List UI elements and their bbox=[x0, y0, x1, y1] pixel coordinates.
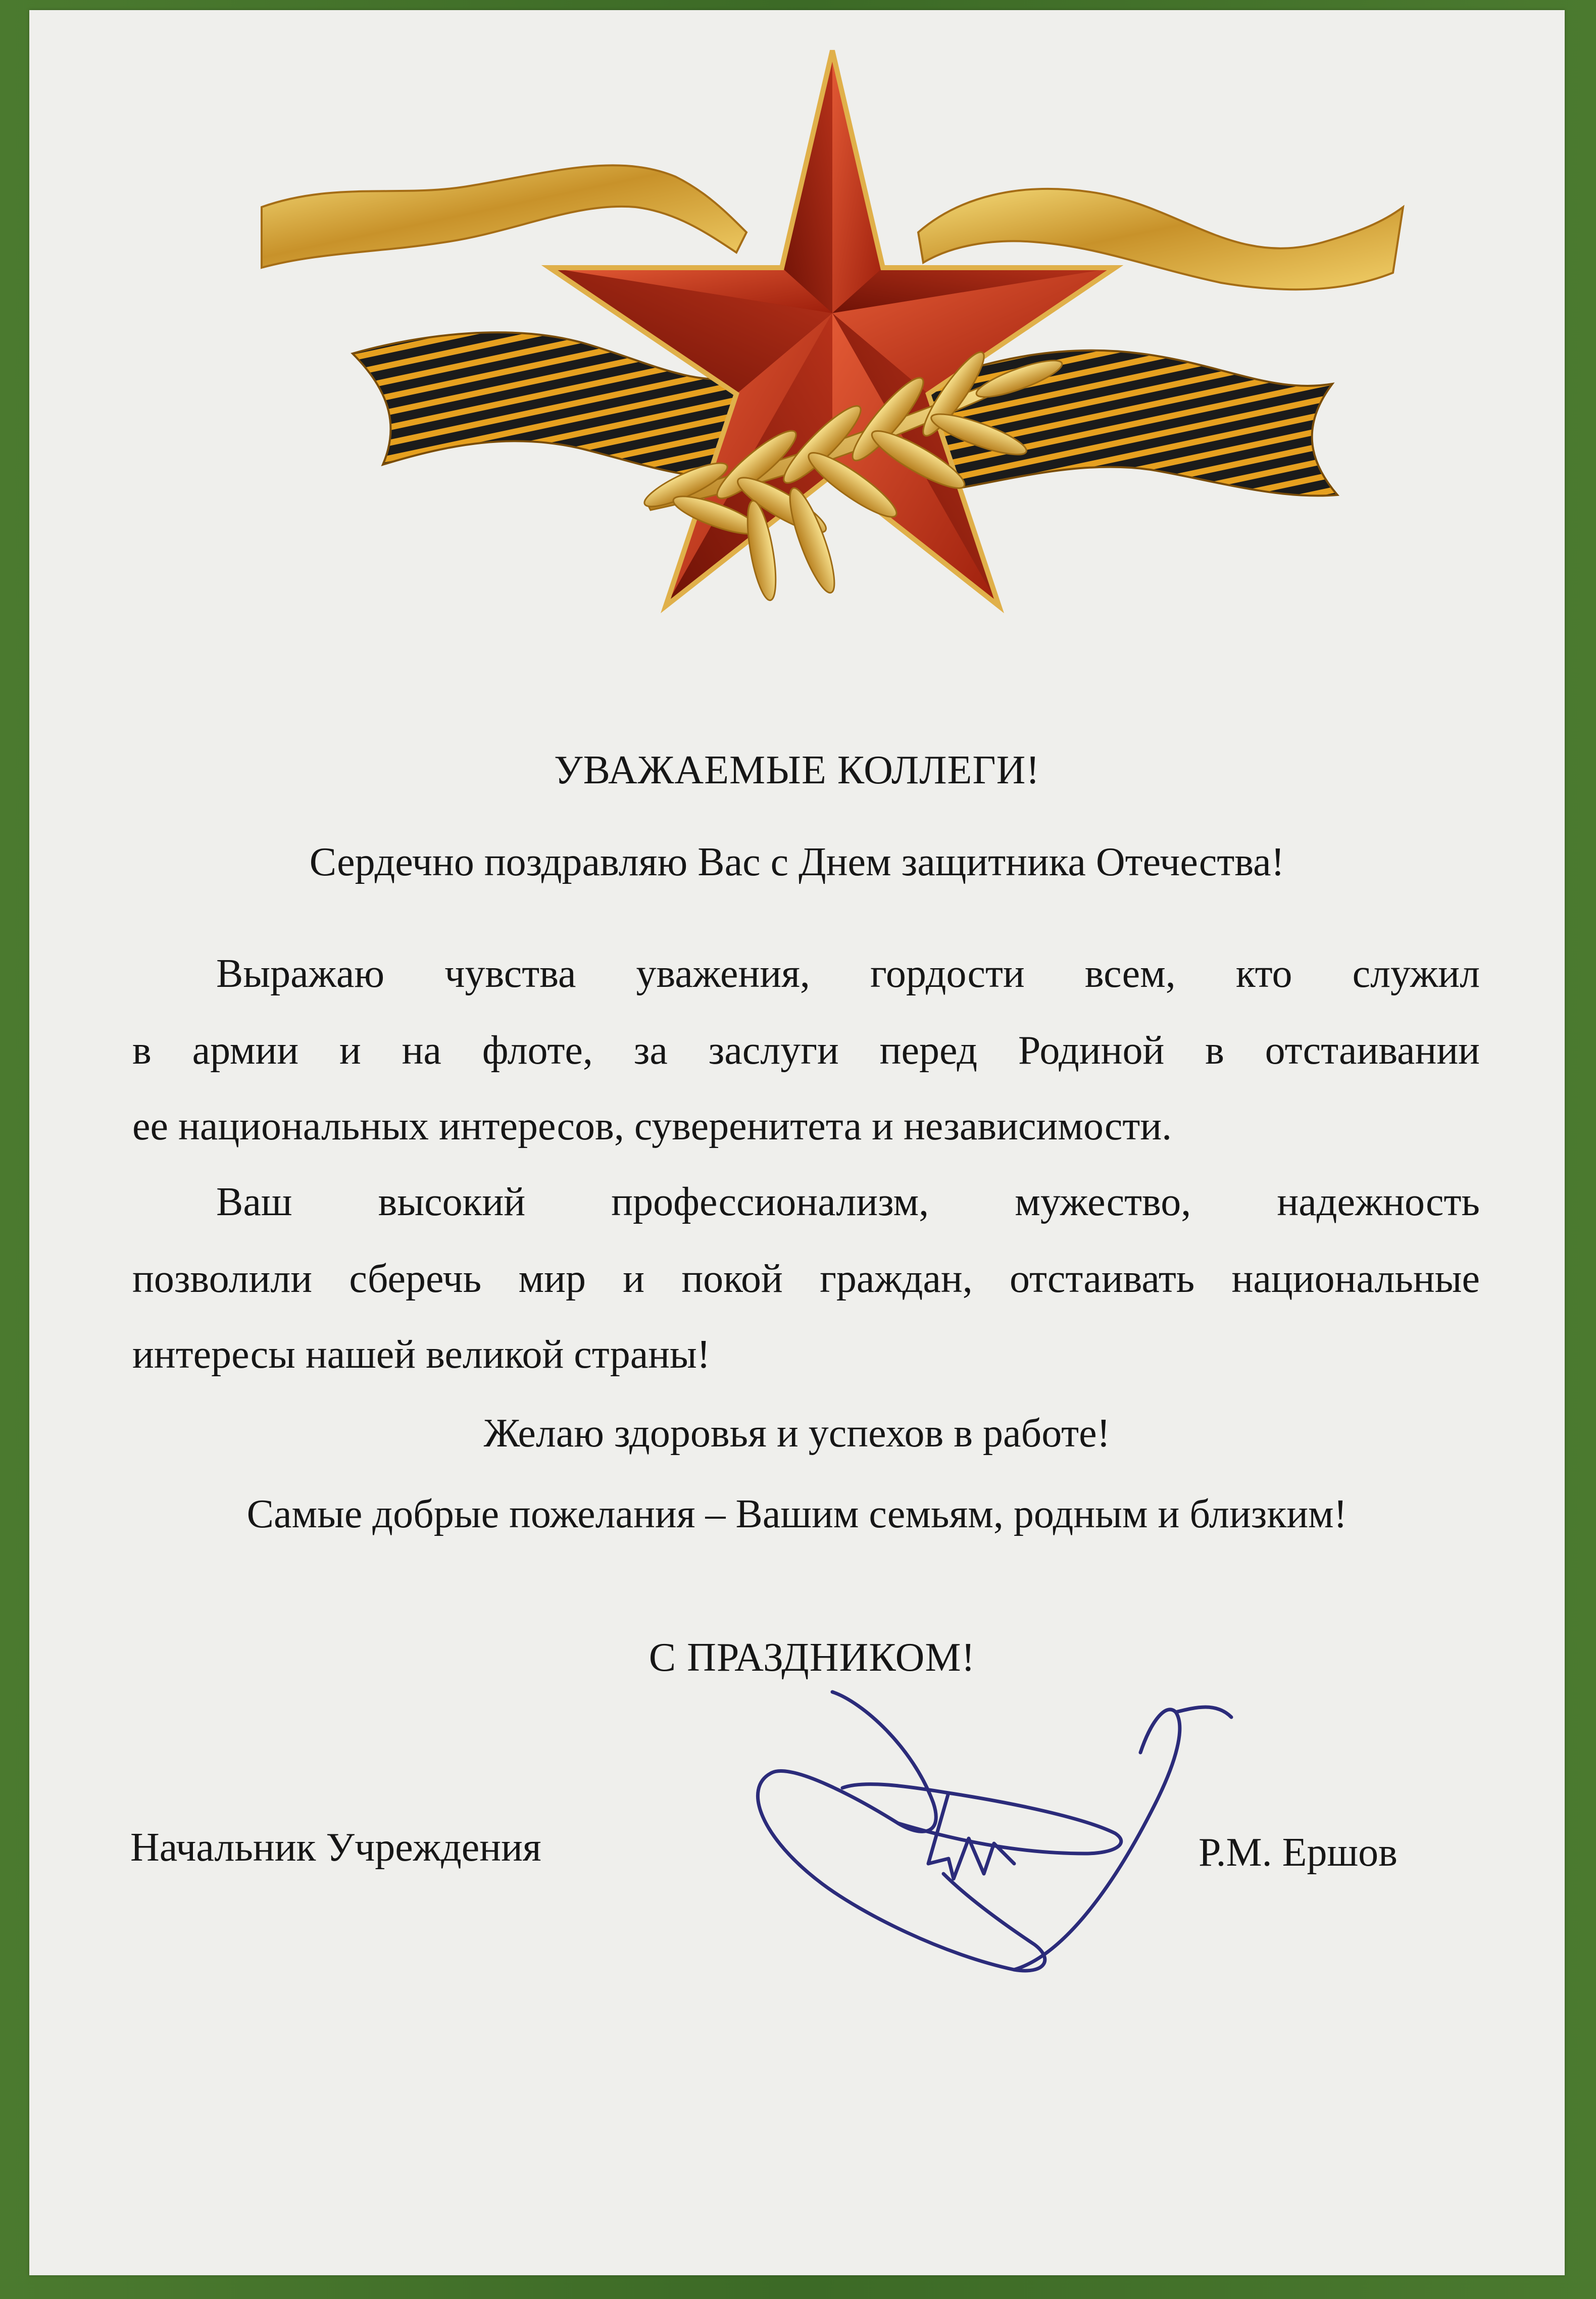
closing-line: С ПРАЗДНИКОМ! bbox=[649, 1635, 976, 1680]
wish-family-line: Самые добрые пожелания – Вашим семьям, родным и близким! bbox=[246, 1492, 1348, 1536]
wish-health-line: Желаю здоровья и успехов в работе! bbox=[483, 1411, 1111, 1456]
paragraph2-line1: Ваш высокий профессионализм, мужество, надежность bbox=[216, 1180, 1480, 1224]
paragraph1-line1: Выражаю чувства уважения, гордости всем, кто служил bbox=[216, 952, 1480, 996]
signer-title: Начальник Учреждения bbox=[130, 1825, 541, 1870]
paragraph1-line2: в армии и на флоте, за заслуги перед Родиной в отстаивании bbox=[132, 1028, 1480, 1073]
greeting-line: Сердечно поздравляю Вас с Днем защитника Отечества! bbox=[309, 840, 1285, 884]
letter-heading: УВАЖАЕМЫЕ КОЛЛЕГИ! bbox=[554, 748, 1040, 792]
handwritten-signature-icon bbox=[731, 1672, 1246, 1985]
paragraph2-line2: позволили сберечь мир и покой граждан, отстаивать национальные bbox=[132, 1257, 1480, 1301]
paragraph2-line3: интересы нашей великой страны! bbox=[132, 1332, 711, 1377]
letter-sheet bbox=[29, 10, 1565, 2275]
signer-name: Р.М. Ершов bbox=[1199, 1830, 1398, 1875]
paragraph1-line3: ее национальных интересов, суверенитета и независимости. bbox=[132, 1104, 1172, 1148]
